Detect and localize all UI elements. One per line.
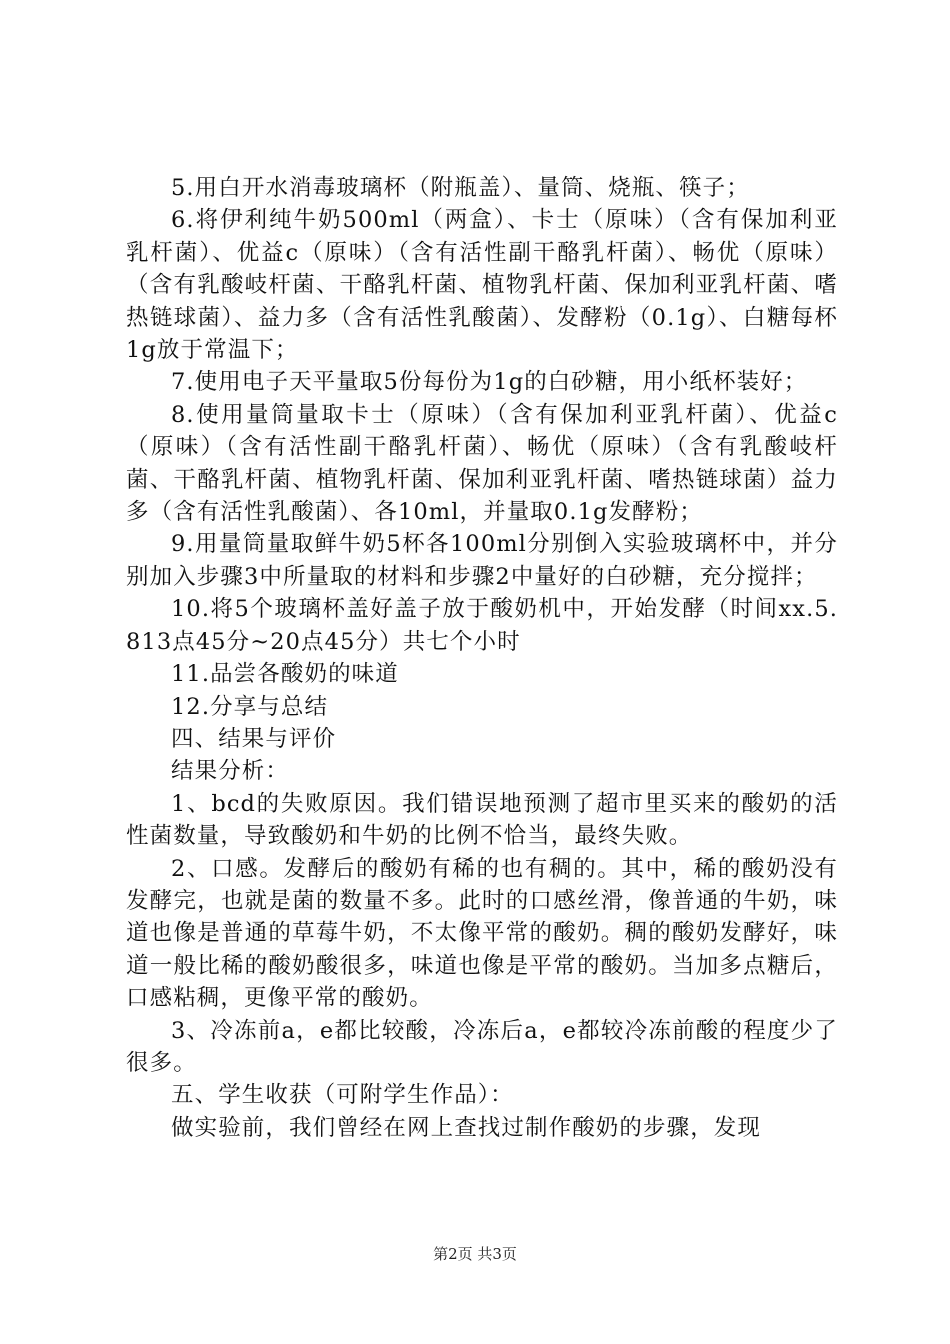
step-5-paragraph: 5.用白开水消毒玻璃杯（附瓶盖）、量筒、烧瓶、筷子；	[171, 175, 750, 201]
step-9-paragraph: 9.用量筒量取鲜牛奶5杯各100ml分别倒入实验玻璃杯中，并分别加入步骤3中所量取的材料和步骤2中量好的白砂糖，充分搅拌；	[126, 531, 838, 590]
section-heading-gains: 五、学生收获（可附学生作品）：	[171, 1082, 514, 1109]
step-11-paragraph: 11.品尝各酸奶的味道	[171, 661, 399, 688]
document-body	[126, 172, 838, 1144]
results-analysis-heading: 结果分析：	[171, 758, 290, 785]
section-heading-results: 四、结果与评价	[171, 725, 337, 752]
page-number-footer: 第2页 共3页	[433, 1245, 517, 1263]
step-6-paragraph: 6.将伊利纯牛奶500ml（两盒）、卡士（原味）（含有保加利亚乳杆菌）、优益c（原味）（含有活性副干酪乳杆菌）、畅优（原味）（含有乳酸岐杆菌、干酪乳杆菌、植物乳杆菌、保加利亚乳杆菌、嗜热链球菌）、益力多（含有活性乳酸菌）、发酵粉（0.1g）、白糖每杯1g放于常温下；	[126, 207, 838, 364]
analysis-point-1: 1、bcd的失败原因。我们错误地预测了超市里买来的酸奶的活性菌数量，导致酸奶和牛奶的比例不恰当，最终失败。	[126, 790, 838, 850]
gains-paragraph: 做实验前，我们曾经在网上查找过制作酸奶的步骤，发现	[171, 1114, 762, 1141]
step-10-paragraph: 10.将5个玻璃杯盖好盖子放于酸奶机中，开始发酵（时间xx.5.813点45分~20点45分）共七个小时	[126, 596, 838, 655]
analysis-point-2: 2、口感。发酵后的酸奶有稀的也有稠的。其中，稀的酸奶没有发酵完，也就是菌的数量不多。此时的口感丝滑，像普通的牛奶，味道也像是普通的草莓牛奶，不太像平常的酸奶。稠的酸奶发酵好，味道一般比稀的酸奶酸很多，味道也像是平常的酸奶。当加多点糖后，口感粘稠，更像平常的酸奶。	[126, 855, 838, 1012]
analysis-point-3: 3、冷冻前a，e都比较酸，冷冻后a，e都较冷冻前酸的程度少了很多。	[126, 1017, 838, 1076]
step-7-paragraph: 7.使用电子天平量取5份每份为1g的白砂糖，用小纸杯装好；	[171, 369, 808, 396]
step-12-paragraph: 12.分享与总结	[171, 693, 329, 720]
step-8-paragraph: 8.使用量筒量取卡士（原味）（含有保加利亚乳杆菌）、优益c（原味）（含有活性副干酪乳杆菌）、畅优（原味）（含有乳酸岐杆菌、干酪乳杆菌、植物乳杆菌、保加利亚乳杆菌、嗜热链球菌）益力多（含有活性乳酸菌）、各10ml，并量取0.1g发酵粉；	[126, 401, 838, 526]
